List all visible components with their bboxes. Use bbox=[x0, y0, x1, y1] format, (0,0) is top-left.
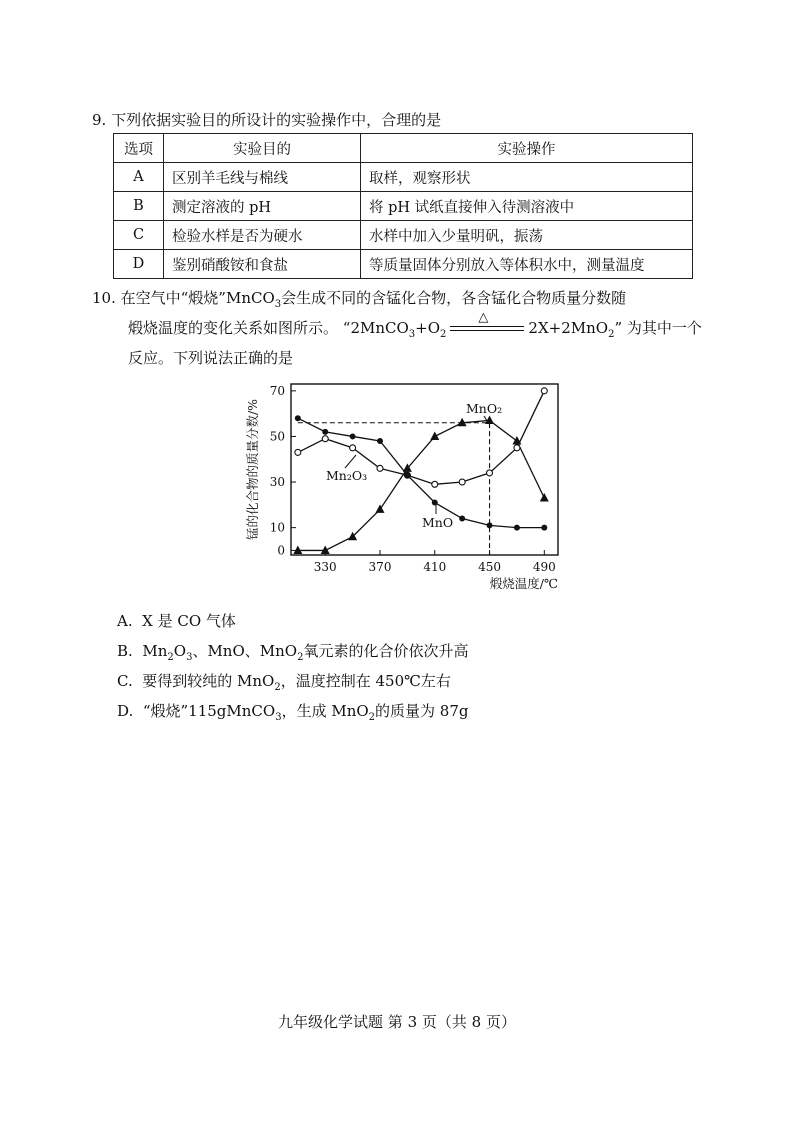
text-part: 、MnO、MnO bbox=[192, 642, 298, 660]
subscript: 2 bbox=[440, 329, 447, 340]
data-point bbox=[322, 429, 328, 435]
subscript: 2 bbox=[167, 652, 174, 663]
subscript: 3 bbox=[408, 329, 416, 340]
data-point bbox=[487, 522, 493, 528]
y-tick-label: 0 bbox=[277, 543, 285, 558]
table-cell: 取样，观察形状 bbox=[361, 163, 693, 192]
data-point bbox=[295, 415, 301, 421]
y-tick-label: 10 bbox=[269, 520, 285, 535]
data-point bbox=[321, 545, 330, 554]
choice-b bbox=[117, 640, 468, 663]
choice-label: A. bbox=[117, 612, 133, 630]
table-cell: 区别羊毛线与棉线 bbox=[164, 163, 361, 192]
table-cell: D bbox=[114, 250, 164, 279]
table-cell: B bbox=[114, 192, 164, 221]
y-tick-label: 50 bbox=[269, 429, 285, 444]
x-tick-label: 490 bbox=[532, 560, 556, 574]
leader-line bbox=[345, 455, 356, 468]
page-footer: 九年级化学试题 第 3 页（共 8 页） bbox=[278, 1013, 516, 1031]
table-cell: A bbox=[114, 163, 164, 192]
table-header-row bbox=[114, 134, 693, 163]
table-header: 实验目的 bbox=[164, 134, 361, 163]
heat-delta-symbol: △ bbox=[478, 310, 489, 325]
text-part: 氧元素的化合价依次升高 bbox=[303, 642, 469, 660]
data-point bbox=[377, 465, 383, 471]
table-cell: 将 pH 试纸直接伸入待测溶液中 bbox=[361, 192, 693, 221]
data-point bbox=[295, 449, 301, 455]
table-row bbox=[114, 192, 693, 221]
subscript: 2 bbox=[274, 682, 281, 693]
data-point bbox=[541, 388, 547, 394]
data-point bbox=[459, 479, 465, 485]
table-cell: 鉴别硝酸铵和食盐 bbox=[164, 250, 361, 279]
y-tick-label: 70 bbox=[269, 383, 285, 398]
x-tick-label: 410 bbox=[423, 560, 447, 574]
table-row bbox=[114, 163, 693, 192]
data-point bbox=[432, 500, 438, 506]
question-9-stem: 9. 下列依据实验目的所设计的实验操作中，合理的是 bbox=[92, 111, 442, 129]
table-cell: 检验水样是否为硬水 bbox=[164, 221, 361, 250]
y-tick-label: 30 bbox=[269, 475, 285, 490]
question-10-line-1 bbox=[92, 287, 626, 310]
data-point bbox=[322, 436, 328, 442]
subscript: 3 bbox=[275, 712, 282, 723]
text-part: ，温度控制在 450℃左右 bbox=[280, 672, 451, 690]
y-axis-label: 锰的化合物的质量分数/% bbox=[245, 398, 260, 541]
data-point bbox=[541, 525, 547, 531]
subscript: 2 bbox=[608, 329, 615, 340]
text-part: Mn bbox=[142, 642, 168, 660]
subscript: 2 bbox=[297, 652, 304, 663]
text-part: “煅烧”115gMnCO bbox=[142, 702, 276, 720]
x-tick-label: 370 bbox=[368, 560, 392, 574]
data-point bbox=[540, 493, 549, 502]
subscript: 2 bbox=[368, 712, 376, 723]
x-tick-label: 450 bbox=[478, 560, 501, 574]
reaction-equals-sign bbox=[450, 310, 524, 336]
x-axis-label: 煅烧温度/℃ bbox=[489, 576, 558, 591]
table-header: 选项 bbox=[114, 134, 164, 163]
data-point bbox=[404, 472, 410, 478]
text-part: O bbox=[173, 642, 187, 660]
choice-a bbox=[117, 610, 236, 631]
text-part: 会生成不同的含锰化合物，各含锰化合物质量分数随 bbox=[281, 289, 627, 307]
choice-label: D. bbox=[117, 702, 134, 720]
table-row bbox=[114, 221, 693, 250]
question-10-line-2 bbox=[128, 310, 702, 340]
question-10-line-3: 反应。下列说法正确的是 bbox=[128, 349, 294, 367]
table-cell: C bbox=[114, 221, 164, 250]
text-part: +O bbox=[415, 319, 441, 337]
text-part: ，生成 MnO bbox=[281, 702, 369, 720]
table-cell: 等质量固体分别放入等体积水中，测量温度 bbox=[361, 250, 693, 279]
experiment-table bbox=[113, 133, 693, 279]
data-point bbox=[377, 438, 383, 444]
data-point bbox=[514, 525, 520, 531]
data-point bbox=[350, 433, 356, 439]
text-part: ” 为其中一个 bbox=[614, 319, 702, 337]
text-part: 2X+2MnO bbox=[528, 319, 609, 337]
series-label: MnO₂ bbox=[466, 401, 503, 416]
table-row bbox=[114, 250, 693, 279]
choice-c bbox=[117, 670, 451, 693]
choice-label: C. bbox=[117, 672, 133, 690]
data-point bbox=[487, 470, 493, 476]
data-point bbox=[293, 545, 302, 554]
x-tick-label: 330 bbox=[313, 560, 337, 574]
table-cell: 测定溶液的 pH bbox=[164, 192, 361, 221]
text-part: 的质量为 87g bbox=[375, 702, 469, 720]
text-part: 要得到较纯的 MnO bbox=[142, 672, 275, 690]
data-point bbox=[430, 431, 439, 440]
subscript: 3 bbox=[274, 299, 282, 310]
data-point bbox=[350, 445, 356, 451]
choice-label: B. bbox=[117, 642, 133, 660]
text-part: 煅烧温度的变化关系如图所示。 “2MnCO bbox=[128, 319, 409, 337]
choice-d bbox=[117, 700, 469, 723]
subscript: 3 bbox=[186, 652, 193, 663]
mn-compound-chart bbox=[235, 380, 565, 595]
data-point bbox=[514, 445, 520, 451]
data-point bbox=[432, 481, 438, 487]
table-header: 实验操作 bbox=[361, 134, 693, 163]
table-cell: 水样中加入少量明矾，振荡 bbox=[361, 221, 693, 250]
choice-text: X 是 CO 气体 bbox=[142, 612, 236, 630]
text-part: 10. 在空气中“煅烧”MnCO bbox=[92, 289, 275, 307]
series-label: Mn₂O₃ bbox=[326, 468, 368, 483]
data-point bbox=[459, 516, 465, 522]
series-label: MnO bbox=[422, 515, 454, 530]
series-line bbox=[298, 420, 544, 550]
